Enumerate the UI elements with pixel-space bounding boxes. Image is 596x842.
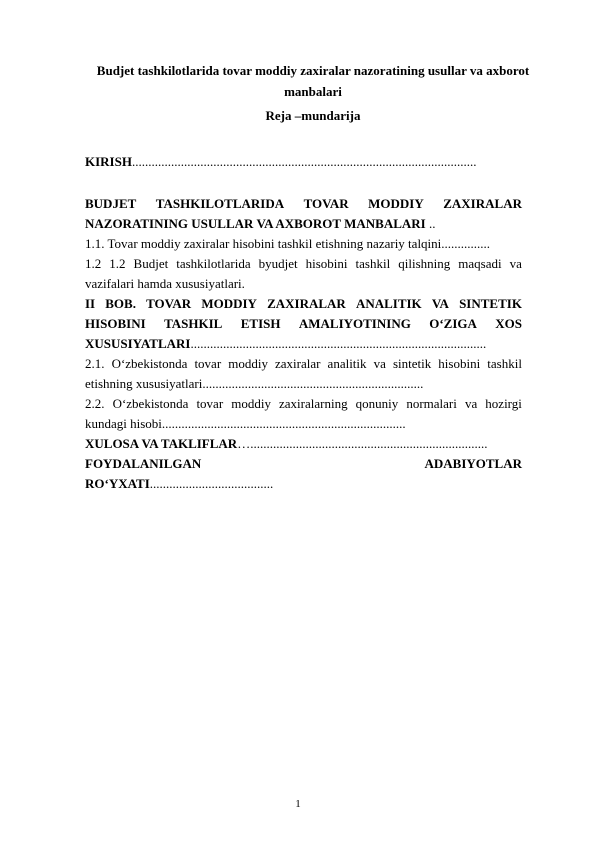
toc-leader-dots: …......................................................................... [237,436,488,451]
toc-word: tashkilotlarida [176,256,251,271]
toc-word: 1.2 [85,256,102,271]
toc-word: sintetik [392,356,432,371]
toc-entry-2-2-line2: kundagi hisobi........................................................................... [85,416,406,431]
toc-word: TASHKIL [164,316,223,331]
toc-word: ADABIYOTLAR [424,456,522,471]
toc-word: MODDIY [201,296,257,311]
toc-word: O‘zbekistonda [111,356,188,371]
toc-word: va [464,396,478,411]
toc-word: II [85,296,96,311]
toc-entry-chapter2-line1 [85,294,522,314]
toc-word: zaxiralarning [279,396,348,411]
toc-word: normalari [406,396,457,411]
toc-word: moddiy [228,356,268,371]
toc-word: O‘ZIGA [429,316,477,331]
toc-word: hisobini [305,256,348,271]
toc-leader-dots: ...................................... [149,476,274,491]
toc-word: byudjet [258,256,298,271]
toc-chapter2-label: XUSUSIYATLARI [85,336,191,351]
toc-word: Budjet [133,256,169,271]
toc-word: XOS [495,316,522,331]
toc-xulosa-label: XULOSA VA TAKLIFLAR [85,436,238,451]
toc-word: hisobini [438,356,481,371]
toc-entry-1-2-line2: vazifalari hamda xususiyatlari. [85,276,245,291]
document-subtitle: Reja –mundarija [265,108,361,123]
toc-leader-dots: .. [425,216,436,231]
toc-word: SINTETIK [459,296,522,311]
toc-entry-chapter1-line1 [85,194,522,214]
toc-royxati-label: RO‘YXATI [85,476,150,491]
toc-word: BOB. [105,296,136,311]
toc-word: AMALIYOTINING [298,316,411,331]
toc-entry-adabiyotlar-line2 [85,474,522,494]
toc-word: TOVAR [146,296,192,311]
toc-kirish-label: KIRISH [85,154,132,169]
toc-word: 2.1. [85,356,105,371]
document-title [70,60,556,102]
toc-word: ZAXIRALAR [267,296,346,311]
toc-entry-1-1: 1.1. Tovar moddiy zaxiralar hisobini tashkil etishning nazariy talqini............... [85,236,491,251]
toc-entry-adabiyotlar-line1 [85,454,522,474]
toc-word: qilishning [398,256,451,271]
toc-word: MODDIY [368,196,424,211]
toc-word: moddiy [231,396,271,411]
toc-entry-kirish [85,152,522,172]
title-line-1: Budjet tashkilotlarida tovar moddiy zaxiralar nazoratining usullar va axborot [96,63,530,78]
toc-word: VA [431,296,449,311]
toc-word: analitik [327,356,367,371]
toc-word: va [373,356,386,371]
toc-word: maqsadi [458,256,502,271]
page-number: 1 [295,798,301,810]
toc-word: BUDJET [85,196,137,211]
toc-entry-1-2-line1 [85,254,522,274]
toc-word: TOVAR [303,196,349,211]
toc-word: hozirgi [485,396,522,411]
toc-word: FOYDALANILGAN [85,456,202,471]
toc-word: HISOBINI [85,316,146,331]
toc-chapter1-label: NAZORATINING USULLAR VA AXBOROT MANBALARI [85,216,426,231]
toc-word: O‘zbekistonda [112,396,189,411]
toc-word: zaxiralar [275,356,321,371]
table-of-contents [85,152,522,494]
toc-entry-2-2-line1 [85,394,522,414]
toc-entry-xulosa [85,434,522,454]
toc-word: ANALITIK [355,296,422,311]
toc-entry-chapter1-line2 [85,214,522,234]
toc-word: tovar [194,356,222,371]
toc-word: tashkil [355,256,391,271]
toc-word: tashkil [487,356,522,371]
toc-word: 1.2 [109,256,126,271]
toc-word: 2.2. [85,396,105,411]
toc-entry-2-1-line2: etishning xususiyatlari.................................................................... [85,376,424,391]
toc-entry-2-1-line1 [85,354,522,374]
toc-word: va [509,256,522,271]
toc-word: tovar [196,396,224,411]
toc-word: qonuniy [355,396,399,411]
toc-entry-chapter2-line2 [85,314,522,334]
toc-word: TASHKILOTLARIDA [155,196,285,211]
title-line-2: manbalari [284,84,342,99]
toc-leader-dots: .......................................................................................................... [131,154,477,169]
toc-word: ETISH [240,316,281,331]
toc-entry-chapter2-line3 [85,334,522,354]
toc-word: ZAXIRALAR [443,196,522,211]
toc-leader-dots: ........................................................................................... [190,336,487,351]
